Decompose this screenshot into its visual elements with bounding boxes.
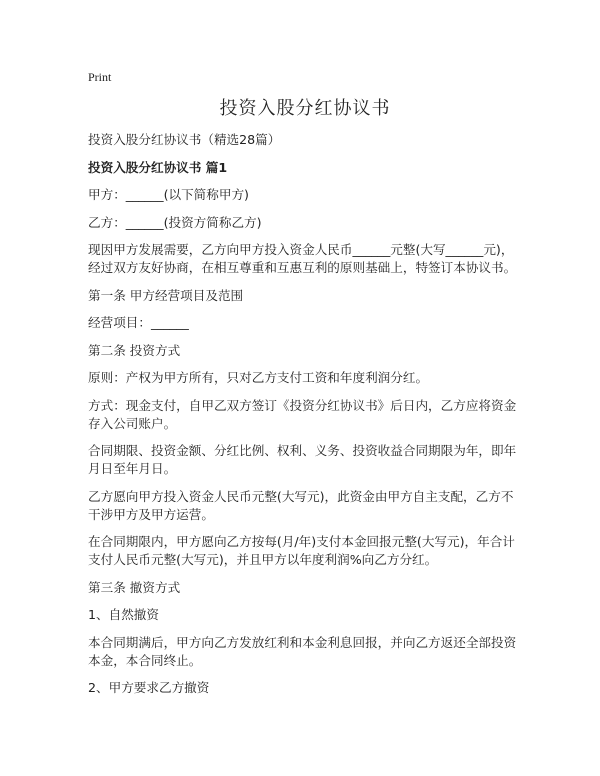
paragraph: 1、自然撤资 [88,607,159,622]
document-page [88,70,522,707]
section-heading: 投资入股分红协议书 篇1 [88,159,228,175]
paragraph: 现因甲方发展需要，乙方向甲方投入资金人民币______元整(大写______元)，经过双方友好协商，在相互尊重和互惠互利的原则基础上，特签订本协议书。 [88,242,517,275]
paragraph: 原则：产权为甲方所有，只对乙方支付工资和年度利润分红。 [88,370,429,385]
paragraph: 乙方愿向甲方投入资金人民币元整(大写元)，此资金由甲方自主支配，乙方不干涉甲方及甲方运营。 [88,488,514,522]
paragraph: 投资入股分红协议书（精选28篇） [88,132,281,147]
paragraph: 在合同期限内，甲方愿向乙方按每(月/年)支付本金回报元整(大写元)，年合计支付人民币元整(大写元)，并且甲方以年度利润%向乙方分红。 [88,534,515,567]
paragraph: 方式：现金支付，自甲乙双方签订《投资分红协议书》后日内，乙方应将资金存入公司账户。 [88,397,517,431]
print-link[interactable]: Print [88,70,112,84]
paragraph: 合同期限、投资金额、分红比例、权利、义务、投资收益合同期限为年，即年月日至年月日。 [88,443,517,476]
paragraph: 甲方：______(以下简称甲方) [88,187,249,202]
document-title: 投资入股分红协议书 [219,98,391,119]
paragraph: 2、甲方要求乙方撤资 [88,680,210,695]
paragraph: 经营项目：______ [88,315,189,330]
paragraph: 第三条 撤资方式 [88,579,181,595]
paragraph: 本合同期满后，甲方向乙方发放红利和本金利息回报，并向乙方返还全部投资本金，本合同终止。 [88,634,517,668]
document-body [88,131,522,697]
paragraph: 乙方：______(投资方简称乙方) [88,214,262,230]
paragraph: 第二条 投资方式 [88,342,181,358]
paragraph: 第一条 甲方经营项目及范围 [88,287,244,303]
